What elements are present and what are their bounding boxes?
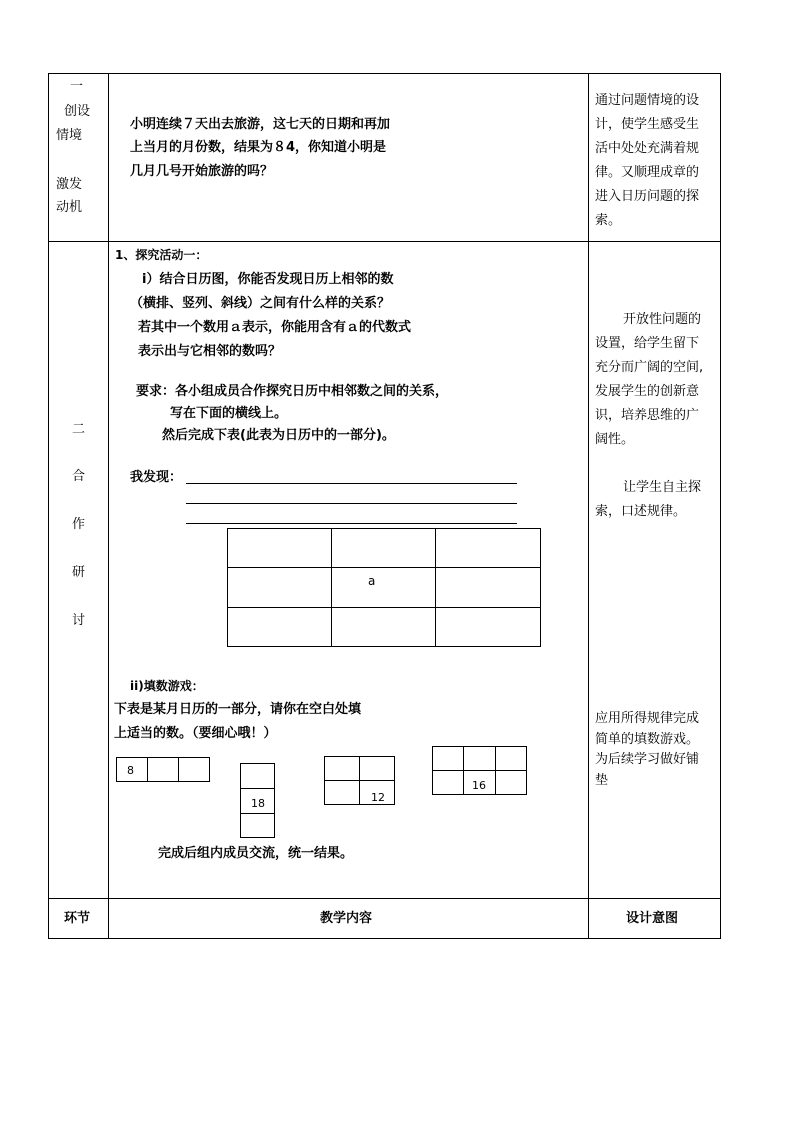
stage1-line: 情境: [56, 128, 83, 143]
puzzle-cell[interactable]: [240, 813, 275, 838]
intent-line: 让学生自主探: [623, 480, 702, 495]
answer-line[interactable]: [186, 503, 517, 504]
footer-col-stage: 环节: [64, 911, 91, 926]
puzzle-cell[interactable]: [432, 746, 464, 771]
intent-line: 索，口述规律。: [595, 504, 687, 519]
table-divider-1: [48, 241, 721, 242]
stage2-char: 合: [72, 469, 86, 484]
intent-line: 通过问题情境的设: [595, 93, 700, 108]
grid-cell[interactable]: [331, 528, 436, 568]
table-border-bottom: [48, 938, 721, 939]
grid-cell-center: [331, 567, 436, 608]
puzzle-cell[interactable]: [147, 757, 179, 782]
stage1-line: 创设: [64, 104, 91, 119]
intent-line: 发展学生的创新意: [595, 384, 700, 399]
table-border-left: [48, 73, 49, 939]
grid-cell[interactable]: [331, 607, 436, 647]
table-divider-2: [48, 898, 721, 899]
game-desc-line: 下表是某月日历的一部分，请你在空白处填: [114, 702, 362, 717]
answer-line[interactable]: [186, 483, 517, 484]
scenario-line: 小明连续７天出去旅游，这七天的日期和再加: [130, 117, 391, 132]
puzzle-cell[interactable]: [432, 770, 464, 795]
scenario-line: 几月几号开始旅游的吗？: [130, 164, 274, 179]
stage2-char: 二: [72, 422, 86, 437]
question-line: i）结合日历图，你能否发现日历上相邻的数: [142, 272, 394, 287]
stage2-char: 作: [72, 517, 86, 532]
grid-cell[interactable]: [435, 528, 541, 568]
intent-line: 充分而广阔的空间,: [595, 360, 704, 375]
intent-line: 垫: [595, 773, 609, 788]
stage1-line: 动机: [56, 200, 83, 215]
puzzle-cell[interactable]: [324, 780, 360, 805]
intent-line: 简单的填数游戏。: [595, 732, 700, 747]
intent-line: 开放性问题的: [623, 312, 702, 327]
table-border-right: [720, 73, 721, 939]
grid-cell[interactable]: [227, 567, 332, 608]
grid-cell[interactable]: [227, 607, 332, 647]
game-desc-line: 上适当的数。（要细心哦！）: [114, 726, 277, 741]
intent-line: 活中处处充满着规: [595, 141, 700, 156]
puzzle-cell[interactable]: [240, 763, 275, 789]
scenario-line: 上当月的月份数，结果为８4，你知道小明是: [130, 140, 387, 155]
game-title: ii)填数游戏：: [130, 679, 204, 693]
puzzle-cell[interactable]: [463, 746, 496, 771]
intent-line: 进入日历问题的探: [595, 189, 700, 204]
closing-text: 完成后组内成员交流，统一结果。: [158, 846, 354, 861]
footer-col-content: 教学内容: [320, 911, 373, 926]
answer-line[interactable]: [186, 523, 517, 524]
intent-line: 阔性。: [595, 432, 635, 447]
intent-line: 识，培养思维的广: [595, 408, 700, 423]
grid-center-value: a: [368, 574, 376, 588]
requirement-line: 然后完成下表(此表为日历中的一部分)。: [162, 428, 395, 443]
puzzle-value: 18: [251, 797, 265, 810]
intent-line: 计，使学生感受生: [595, 117, 700, 132]
intent-line: 索。: [595, 213, 622, 228]
puzzle-value: 16: [472, 779, 486, 792]
requirement-line: 写在下面的横线上。: [170, 406, 288, 421]
puzzle-value: 8: [127, 764, 134, 777]
table-border-top: [48, 73, 721, 74]
question-line: 若其中一个数用ａ表示，你能用含有ａ的代数式: [138, 320, 412, 335]
puzzle-value: 12: [371, 791, 385, 804]
stage1-line: 一: [70, 79, 84, 94]
stage2-char: 讨: [72, 613, 86, 628]
intent-line: 设置，给学生留下: [595, 336, 700, 351]
intent-line: 律。又顺理成章的: [595, 165, 700, 180]
stage2-char: 研: [72, 565, 86, 580]
puzzle-cell[interactable]: [495, 770, 527, 795]
grid-cell[interactable]: [435, 607, 541, 647]
requirement-line: 要求：各小组成员合作探究日历中相邻数之间的关系，: [136, 384, 449, 399]
activity-title: 1、探究活动一：: [115, 248, 208, 262]
question-line: 表示出与它相邻的数吗？: [138, 344, 282, 359]
table-col-divider-1: [108, 73, 109, 939]
footer-col-intent: 设计意图: [626, 911, 679, 926]
grid-cell[interactable]: [227, 528, 332, 568]
question-line: （横排、竖列、斜线）之间有什么样的关系？: [130, 296, 391, 311]
intent-line: 应用所得规律完成: [595, 711, 700, 726]
intent-line: 为后续学习做好铺: [595, 752, 700, 767]
discover-label: 我发现：: [130, 470, 183, 485]
table-col-divider-2: [588, 73, 589, 939]
grid-cell[interactable]: [435, 567, 541, 608]
stage1-line: 激发: [56, 177, 83, 192]
puzzle-cell[interactable]: [359, 756, 395, 781]
puzzle-cell[interactable]: [495, 746, 527, 771]
puzzle-cell[interactable]: [324, 756, 360, 781]
puzzle-cell[interactable]: [178, 757, 210, 782]
